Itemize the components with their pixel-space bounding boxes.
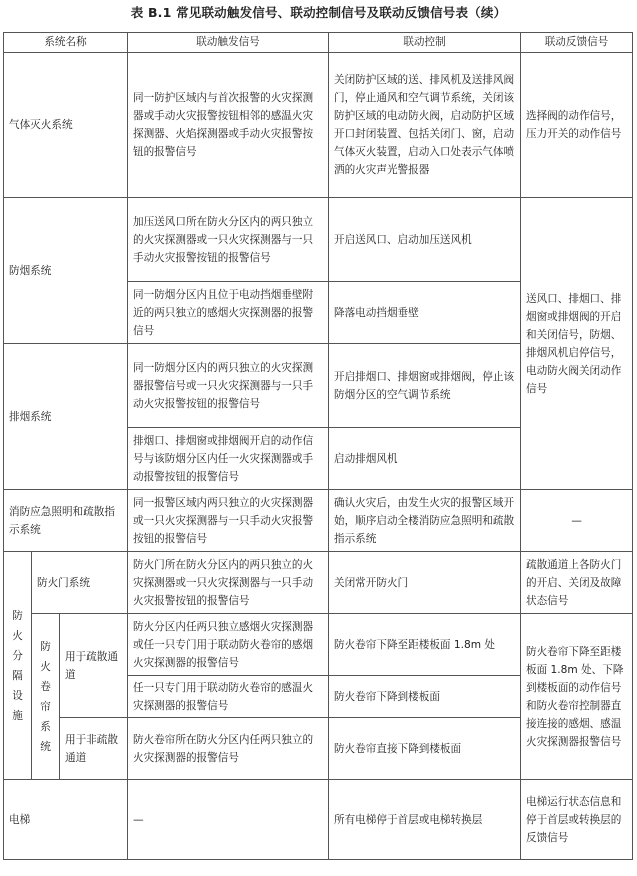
shutter-non-evac-label: 用于非疏散通道 <box>60 718 128 780</box>
feedback-cell-smoke: 送风口、排烟口、排烟窗或排烟阀的开启和关闭信号，防烟、排烟风机启停信号，电动防火阀关闭动作信号 <box>521 198 633 490</box>
system-name-smoke-exhaust: 排烟系统 <box>4 344 128 490</box>
trigger-cell: 同一报警区域内两只独立的火灾探测器或一只火灾探测器与一只手动火灾报警按钮的报警信号 <box>128 490 329 552</box>
table-row <box>4 780 633 860</box>
trigger-cell: — <box>128 780 329 860</box>
header-control: 联动控制 <box>329 33 521 53</box>
trigger-cell: 同一防护区域内与首次报警的火灾探测器或手动火灾报警按钮相邻的感温火灾探测器、火焰探测器或手动火灾报警按钮的报警信号 <box>128 53 329 198</box>
system-name-emergency: 消防应急照明和疏散指示系统 <box>4 490 128 552</box>
table-row <box>4 614 633 676</box>
system-name-fire-shutter: 防 火 卷 帘 系 统 <box>32 614 60 780</box>
table-row <box>4 552 633 614</box>
table-row <box>4 53 633 198</box>
trigger-cell: 防火卷帘所在防火分区内任两只独立的火灾探测器的报警信号 <box>128 718 329 780</box>
control-cell: 防火卷帘直接下降到楼板面 <box>329 718 521 780</box>
feedback-cell-shutter: 防火卷帘下降至距楼板面 1.8m 处、下降到楼板面的动作信号和防火卷帘控制器直接连接的感烟、感温火灾探测器报警信号 <box>521 614 633 780</box>
header-row <box>4 33 633 53</box>
control-cell: 防火卷帘下降至距楼板面 1.8m 处 <box>329 614 521 676</box>
feedback-cell: — <box>521 490 633 552</box>
system-name-elevator: 电梯 <box>4 780 128 860</box>
trigger-cell: 防火门所在防火分区内的两只独立的火灾探测器或一只火灾探测器与一只手动火灾报警按钮的报警信号 <box>128 552 329 614</box>
table-title: 表 B.1 常见联动触发信号、联动控制信号及联动反馈信号表（续） <box>130 5 507 20</box>
system-name-fire-door: 防火门系统 <box>32 552 128 614</box>
control-cell: 关闭防护区域的送、排风机及送排风阀门，停止通风和空气调节系统，关闭该防护区域的电动防火阀，启动防护区域开口封闭装置、包括关闭门、窗，启动气体灭火装置，启动入口处表示气体喷洒的火灾声光警报器 <box>329 53 521 198</box>
trigger-cell: 防火分区内任两只独立感烟火灾探测器或任一只专门用于联动防火卷帘的感烟火灾探测器的报警信号 <box>128 614 329 676</box>
header-feedback: 联动反馈信号 <box>521 33 633 53</box>
system-name-smoke-prevention: 防烟系统 <box>4 198 128 344</box>
control-cell: 开启送风口、启动加压送风机 <box>329 198 521 282</box>
control-cell: 确认火灾后，由发生火灾的报警区域开始，顺序启动全楼消防应急照明和疏散指示系统 <box>329 490 521 552</box>
header-system: 系统名称 <box>4 33 128 53</box>
control-cell: 防火卷帘下降到楼板面 <box>329 676 521 718</box>
feedback-cell: 电梯运行状态信息和停于首层或转换层的反馈信号 <box>521 780 633 860</box>
header-trigger: 联动触发信号 <box>128 33 329 53</box>
feedback-cell: 选择阀的动作信号，压力开关的动作信号 <box>521 53 633 198</box>
trigger-cell: 排烟口、排烟窗或排烟阀开启的动作信号与该防烟分区内任一火灾探测器或手动报警按钮的报警信号 <box>128 428 329 490</box>
control-cell: 降落电动挡烟垂壁 <box>329 282 521 344</box>
trigger-cell: 任一只专门用于联动防火卷帘的感温火灾探测器的报警信号 <box>128 676 329 718</box>
table-row <box>4 198 633 282</box>
trigger-cell: 加压送风口所在防火分区内的两只独立的火灾探测器或一只火灾探测器与一只手动火灾报警按钮的报警信号 <box>128 198 329 282</box>
system-name-separation: 防 火 分 隔 设 施 <box>4 552 32 780</box>
shutter-evac-label: 用于疏散通道 <box>60 614 128 718</box>
linkage-signal-table <box>3 32 633 860</box>
system-name-gas: 气体灭火系统 <box>4 53 128 198</box>
control-cell: 启动排烟风机 <box>329 428 521 490</box>
feedback-cell: 疏散通道上各防火门的开启、关闭及故障状态信号 <box>521 552 633 614</box>
control-cell: 所有电梯停于首层或电梯转换层 <box>329 780 521 860</box>
control-cell: 关闭常开防火门 <box>329 552 521 614</box>
trigger-cell: 同一防烟分区内的两只独立的火灾探测器报警信号或一只火灾探测器与一只手动火灾报警按钮的报警信号 <box>128 344 329 428</box>
trigger-cell: 同一防烟分区内且位于电动挡烟垂壁附近的两只独立的感烟火灾探测器的报警信号 <box>128 282 329 344</box>
table-row <box>4 490 633 552</box>
control-cell: 开启排烟口、排烟窗或排烟阀，停止该防烟分区的空气调节系统 <box>329 344 521 428</box>
